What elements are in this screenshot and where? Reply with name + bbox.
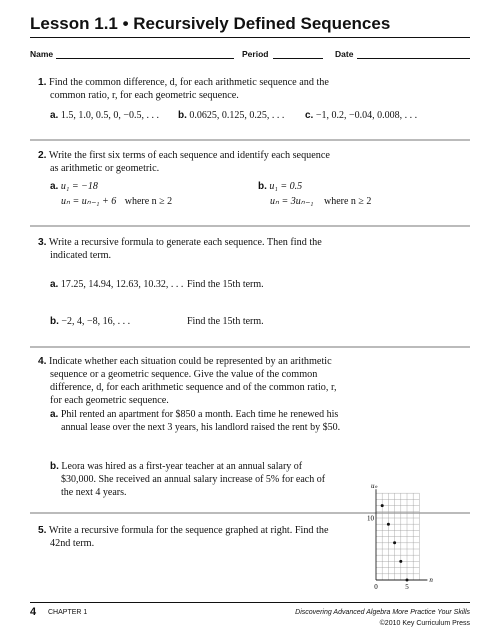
question-4-number: 4. <box>38 356 47 367</box>
question-4b-text-1: Leora was hired as a first-year teacher at an annual salary of <box>61 461 303 472</box>
question-3-number: 3. <box>38 237 47 248</box>
title-rule <box>30 37 470 38</box>
graph-x-tick-label: 5 <box>405 583 409 591</box>
question-1-text-1: Find the common difference, d, for each arithmetic sequence and the <box>49 77 329 88</box>
question-4b <box>50 461 302 472</box>
name-label: Name <box>30 49 54 59</box>
sequence-graph <box>358 482 470 594</box>
question-3 <box>38 236 322 249</box>
question-2a-initial: u₁ = −18 <box>60 181 98 192</box>
question-4a <box>50 409 338 420</box>
question-2-number: 2. <box>38 150 47 161</box>
question-2 <box>38 149 330 162</box>
question-2a-formula: uₙ = uₙ₋₁ + 6 <box>61 196 117 207</box>
question-1 <box>38 76 329 89</box>
question-5 <box>38 524 329 537</box>
name-field[interactable] <box>56 58 234 59</box>
graph-y-axis-label: uₙ <box>371 482 378 491</box>
data-point <box>393 541 396 544</box>
question-2b-condition: where n ≥ 2 <box>323 196 372 207</box>
question-2b-formula: uₙ = 3uₙ₋₁ <box>270 196 314 207</box>
question-4 <box>38 355 332 368</box>
page-title: Lesson 1.1 • Recursively Defined Sequences <box>30 14 391 33</box>
question-5-text-1: Write a recursive formula for the sequence graphed at right. Find the <box>48 525 329 536</box>
period-label: Period <box>242 49 269 59</box>
period-field[interactable] <box>273 58 323 59</box>
question-2a <box>50 181 98 192</box>
question-4-text-4: for each geometric sequence. <box>50 395 169 406</box>
question-2b-rule <box>270 196 371 207</box>
question-2-text-1: Write the first six terms of each sequence and identify each sequence <box>48 150 330 161</box>
question-3b-label: b. <box>50 316 59 327</box>
question-1b-label: b. <box>178 110 187 121</box>
chapter-label: CHAPTER 1 <box>48 609 88 616</box>
page-number: 4 <box>30 606 37 618</box>
question-3b <box>50 316 130 327</box>
data-point <box>387 523 390 526</box>
question-1-number: 1. <box>38 77 47 88</box>
question-1b-text: 0.0625, 0.125, 0.25, . . . <box>189 110 285 121</box>
question-5-text-2: 42nd term. <box>50 538 95 549</box>
data-point <box>399 560 402 563</box>
question-1b <box>178 110 284 121</box>
date-label: Date <box>335 49 354 59</box>
divider-2 <box>30 225 470 227</box>
book-title: Discovering Advanced Algebra More Practice Your Skills <box>295 609 470 616</box>
question-3a-task: Find the 15th term. <box>187 279 264 290</box>
question-1a-label: a. <box>50 110 59 121</box>
graph-x-axis-label: n <box>429 576 433 584</box>
question-1c-text: −1, 0.2, −0.04, 0.008, . . . <box>315 110 418 121</box>
divider-1 <box>30 139 470 141</box>
divider-3 <box>30 346 470 348</box>
question-4-text-1: Indicate whether each situation could be represented by an arithmetic <box>49 356 332 367</box>
graph-origin-label: 0 <box>374 583 378 591</box>
question-1-text-2: common ratio, r, for each geometric sequence. <box>50 90 239 101</box>
footer-rule <box>30 602 470 603</box>
question-2a-rule <box>61 196 172 207</box>
question-5-number: 5. <box>38 525 47 536</box>
question-3a-label: a. <box>50 279 59 290</box>
question-2a-label: a. <box>50 181 59 192</box>
question-2b-initial: u₁ = 0.5 <box>269 181 303 192</box>
question-2b-label: b. <box>258 181 267 192</box>
question-4b-label: b. <box>50 461 59 472</box>
question-3-text-2: indicated term. <box>50 250 112 261</box>
question-1c-label: c. <box>305 110 314 121</box>
data-point <box>406 579 409 582</box>
question-4a-text-2: annual lease over the next 3 years, his landlord raised the rent by $50. <box>61 422 341 433</box>
question-4-text-2: sequence or a geometric sequence. Give the value of the common <box>50 369 318 380</box>
question-4a-text-1: Phil rented an apartment for $850 a month. Each time he renewed his <box>60 409 339 420</box>
copyright: ©2010 Key Curriculum Press <box>379 620 470 627</box>
question-4b-text-3: the next 4 years. <box>61 487 127 498</box>
question-3a <box>50 279 183 290</box>
date-field[interactable] <box>357 58 470 59</box>
question-2-text-2: as arithmetic or geometric. <box>50 163 160 174</box>
question-2a-condition: where n ≥ 2 <box>124 196 173 207</box>
question-2b <box>258 181 302 192</box>
question-1c <box>305 110 417 121</box>
question-4b-text-2: $30,000. She received an annual salary increase of 5% for each of <box>61 474 326 485</box>
question-1a-text: 1.5, 1.0, 0.5, 0, −0.5, . . . <box>60 110 159 121</box>
question-3a-text: 17.25, 14.94, 12.63, 10.32, . . . <box>60 279 184 290</box>
question-4-text-3: difference, d, for each arithmetic sequence and of the common ratio, r, <box>50 382 337 393</box>
question-3b-task: Find the 15th term. <box>187 316 264 327</box>
question-1a <box>50 110 159 121</box>
question-4a-label: a. <box>50 409 59 420</box>
data-point <box>381 504 384 507</box>
question-3b-text: −2, 4, −8, 16, . . . <box>61 316 131 327</box>
question-3-text-1: Write a recursive formula to generate each sequence. Then find the <box>48 237 322 248</box>
graph-y-tick-label: 10 <box>367 514 374 523</box>
